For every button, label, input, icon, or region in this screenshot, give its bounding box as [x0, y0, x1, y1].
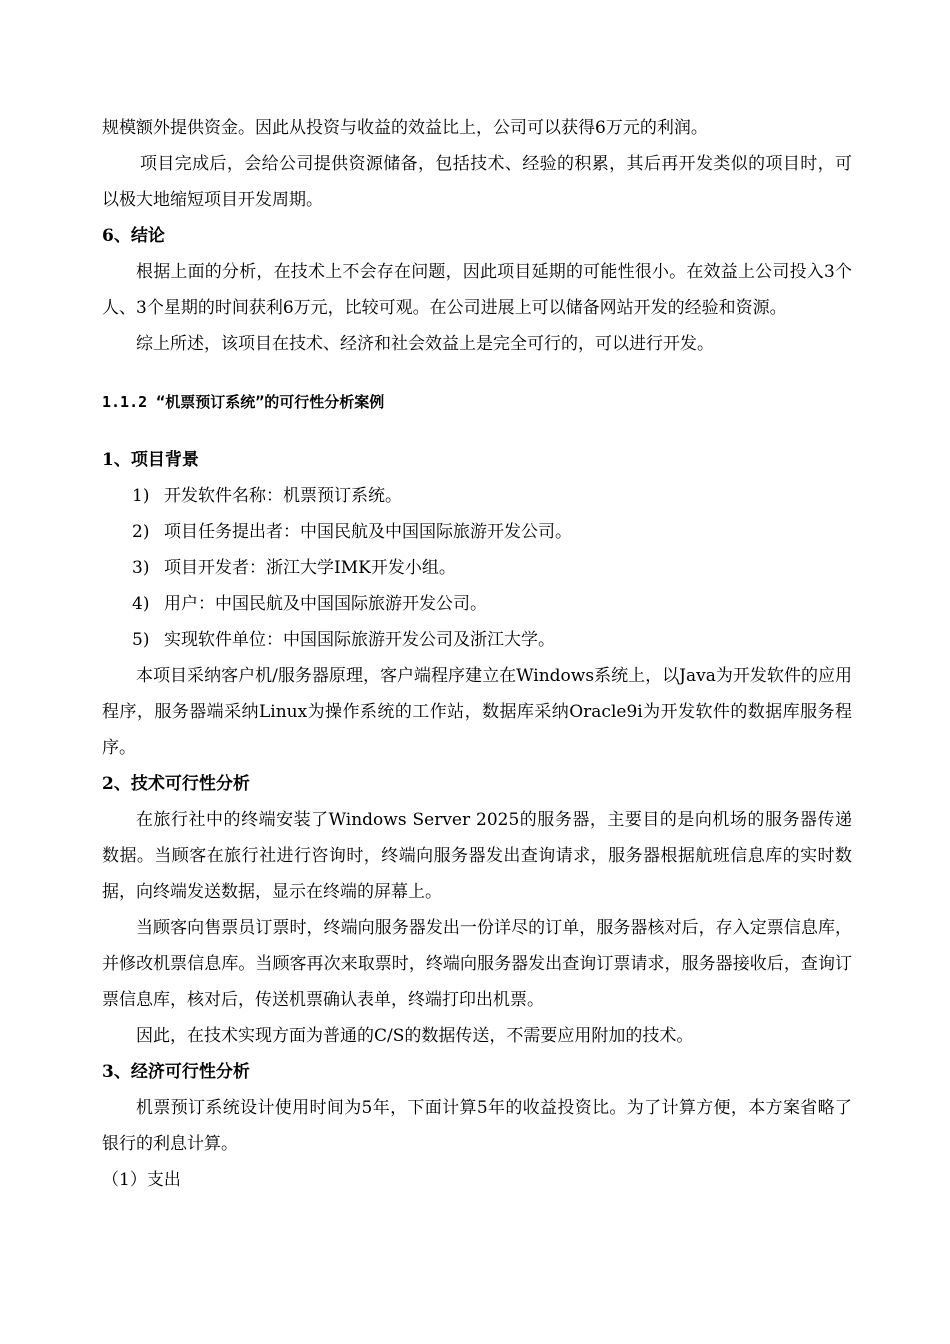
- paragraph-conclusion: 根据上面的分析，在技术上不会存在问题，因此项目延期的可能性很小。在效益上公司投入3个人、3个星期的时间获利6万元，比较可观。在公司进展上可以储备网站开发的经验和资源。: [102, 262, 852, 318]
- document-page: [102, 110, 852, 1198]
- paragraph-terminal: 在旅行社中的终端安装了Windows Server 2025的服务器，主要目的是向机场的服务器传递数据。当顾客在旅行社进行咨询时，终端向服务器发出查询请求，服务器根据航班信息库的实时数据，向终端发送数据，显示在终端的屏幕上。: [102, 810, 852, 902]
- paragraph-booking: 当顾客向售票员订票时，终端向服务器发出一份详尽的订单，服务器核对后，存入定票信息库，并修改机票信息库。当顾客再次来取票时，终端向服务器发出查询订票请求，服务器接收后，查询订票信息库，核对后，传送机票确认表单，终端打印出机票。: [102, 918, 852, 1010]
- paragraph-summary: 综上所述，该项目在技术、经济和社会效益上是完全可行的，可以进行开发。: [136, 334, 714, 354]
- list-item: 1) 开发软件名称：机票预订系统。: [132, 486, 402, 506]
- heading-econ-feasibility: 3、经济可行性分析: [102, 1062, 250, 1082]
- heading-tech-feasibility: 2、技术可行性分析: [102, 774, 250, 794]
- section-title: 1.1.2 “机票预订系统”的可行性分析案例: [102, 393, 385, 411]
- list-item: 2) 项目任务提出者：中国民航及中国国际旅游开发公司。: [132, 522, 572, 542]
- paragraph-expense: （1）支出: [102, 1170, 181, 1190]
- list-item: 5) 实现软件单位：中国国际旅游开发公司及浙江大学。: [132, 630, 555, 650]
- heading-background: 1、项目背景: [102, 450, 199, 470]
- paragraph-architecture: 本项目采纳客户机/服务器原理，客户端程序建立在Windows系统上，以Java为开发软件的应用程序，服务器端采纳Linux为操作系统的工作站，数据库采纳Oracle9i为开发软件的数据库服务程序。: [102, 666, 852, 758]
- paragraph-profit: 规模额外提供资金。因此从投资与收益的效益比上，公司可以获得6万元的利润。: [102, 118, 708, 138]
- paragraph-econ: 机票预订系统设计使用时间为5年，下面计算5年的收益投资比。为了计算方便，本方案省略了银行的利息计算。: [102, 1098, 852, 1154]
- heading-conclusion: 6、结论: [102, 226, 165, 246]
- list-item: 3) 项目开发者：浙江大学IMK开发小组。: [132, 558, 456, 578]
- paragraph-resource: 项目完成后，会给公司提供资源储备，包括技术、经验的积累，其后再开发类似的项目时，可以极大地缩短项目开发周期。: [102, 154, 852, 210]
- paragraph-cs: 因此，在技术实现方面为普通的C/S的数据传送，不需要应用附加的技术。: [136, 1026, 694, 1046]
- list-item: 4) 用户：中国民航及中国国际旅游开发公司。: [132, 594, 487, 614]
- background-list: [102, 478, 852, 658]
